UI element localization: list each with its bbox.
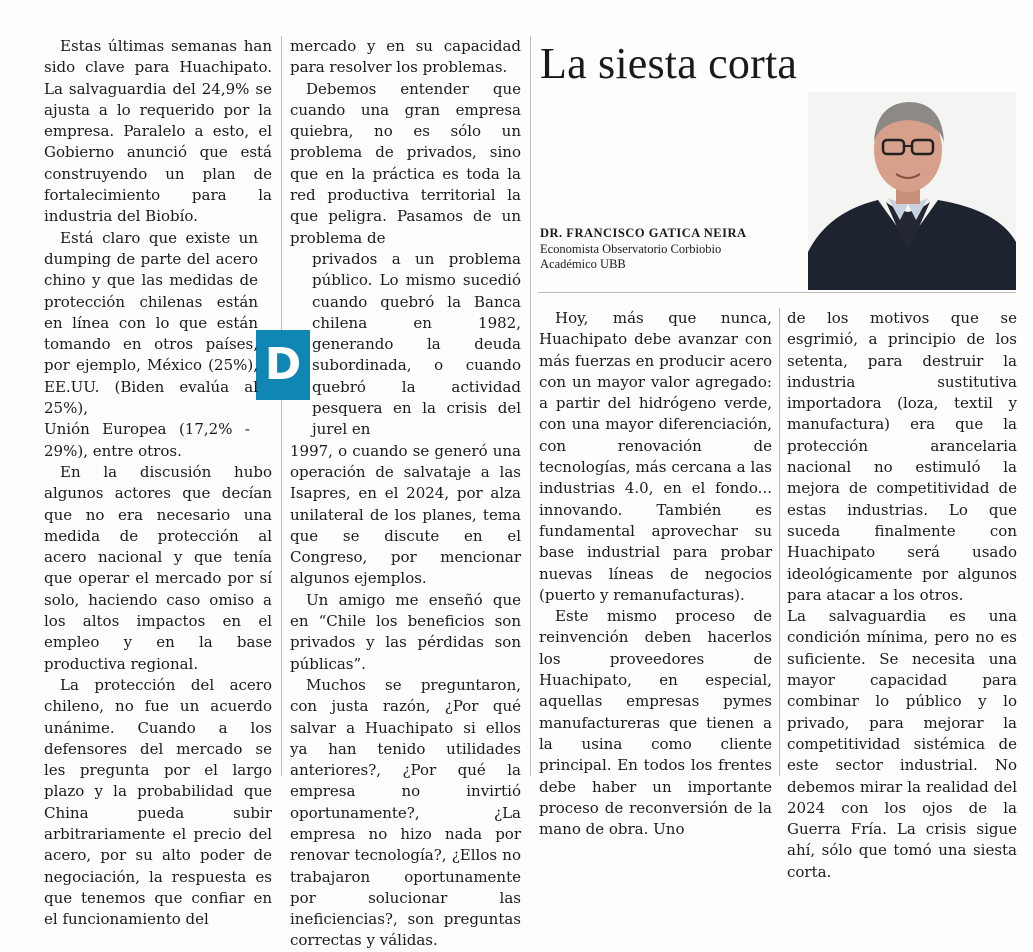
paragraph: privados a un problema público. Lo mismo sucedió cuando quebró la Banca chilena en 1982, generando la deuda subordinada, o cuando quebró la actividad pesquera en la crisis del jurel en	[312, 249, 521, 439]
headline: La siesta corta	[540, 39, 798, 88]
paragraph: Muchos se preguntaron, con justa razón, ¿Por qué salvar a Huachipato si ellos ya han tenido utilidades anteriores?, ¿Por qué la empresa no invirtió oportunamente?, ¿La empresa no hizo nada por renovar tecnología?, ¿Ellos no trabajaron oportunamente por solucionar las ineficiencias?, son preguntas correctas y válidas.	[290, 675, 521, 950]
paragraph: Hoy, más que nunca, Huachipato debe avanzar con más fuerzas en producir acero con un mayor valor agregado: a partir del hidrógeno verde, con una mayor diferenciación, con renovación de tecnologías, más cercana a las industrias 4.0, en el fondo... innovando. También es fundamental aprovechar su base industrial para probar nuevas líneas de negocios (puerto y remanufacturas).	[539, 309, 772, 604]
paragraph: Estas últimas semanas han sido clave para Huachipato. La salvaguardia del 24,9% se ajusta a lo requerido por la empresa. Paralelo a esto, el Gobierno anunció que está construyendo un plan de fortalecimiento para la industria del Biobío.	[44, 37, 272, 226]
article-column-2	[290, 36, 521, 952]
publication-logo: D	[256, 330, 310, 400]
paragraph: En la discusión hubo algunos actores que decían que no era necesario una medida de protección al acero nacional y que tenía que operar el mercado por sí solo, haciendo caso omiso a los altos impactos en el empleo y en la base productiva regional.	[44, 462, 272, 673]
article-column-3	[539, 308, 772, 840]
column-rule	[530, 36, 531, 776]
author-photo	[808, 92, 1016, 290]
paragraph: de los motivos que se esgrimió, a principio de los setenta, para destruir la industria sustitutiva importadora (loza, textil y manufactura) era que la protección arancelaria nacional no estimuló la mejora de competitividad de estas industrias. Lo que suceda finalmente con Huachipato será usado ideológicamente por algunos para atacar a los otros.	[787, 309, 1017, 604]
byline	[540, 226, 747, 273]
paragraph: mercado y en su capacidad para resolver los problemas.	[290, 37, 521, 77]
paragraph: Está claro que existe un dumping de parte del acero chino y que las medidas de protección chilenas están en línea con lo que están tomando en otros países, por ejemplo, México (25%), EE.UU. (Biden evalúa al 25%),	[44, 228, 258, 418]
paragraph: La salvaguardia es una condición mínima, pero no es suficiente. Se necesita una mayor capacidad para combinar lo público y lo privado, para mejorar la competitividad sistémica de este sector industrial. No debemos mirar la realidad del 2024 con los ojos de la Guerra Fría. La crisis sigue ahí, sólo que tomó una siesta corta.	[787, 607, 1017, 881]
paragraph: Un amigo me enseñó que en “Chile los beneficios son privados y las pérdidas son públicas”.	[290, 590, 521, 673]
paragraph: Unión Europea (17,2% - 29%), entre otros.	[44, 420, 250, 460]
author-name: DR. FRANCISCO GATICA NEIRA	[540, 226, 747, 240]
author-affiliation: Académico UBB	[540, 257, 626, 271]
column-rule	[779, 308, 780, 776]
section-rule	[538, 292, 1016, 293]
paragraph: Debemos entender que cuando una gran empresa quiebra, no es sólo un problema de privados, sino que en la práctica es toda la red productiva territorial la que peligra. Pasamos de un problema de	[290, 79, 521, 247]
author-role: Economista Observatorio Corbiobio	[540, 241, 722, 256]
paragraph: Este mismo proceso de reinvención deben hacerlos los proveedores de Huachipato, en especial, aquellas empresas pymes manufactureras que tienen a la usina como cliente principal. En todos los frentes debe haber un importante proceso de reconversión de la mano de obra. Uno	[539, 607, 772, 839]
article-column-4	[787, 308, 1017, 883]
paragraph: 1997, o cuando se generó una operación de salvataje a las Isapres, en el 2024, por alza unilateral de los planes, tema que se discute en el Congreso, por mencionar algunos ejemplos.	[290, 441, 521, 588]
article-column-1	[44, 36, 272, 930]
paragraph: La protección del acero chileno, no fue un acuerdo unánime. Cuando a los defensores del mercado se les pregunta por el largo plazo y la probabilidad que China pueda subir arbitrariamente el precio del acero, por su alto poder de negociación, la respuesta es que tenemos que confiar en el funcionamiento del	[44, 675, 272, 929]
column-rule	[281, 36, 282, 776]
